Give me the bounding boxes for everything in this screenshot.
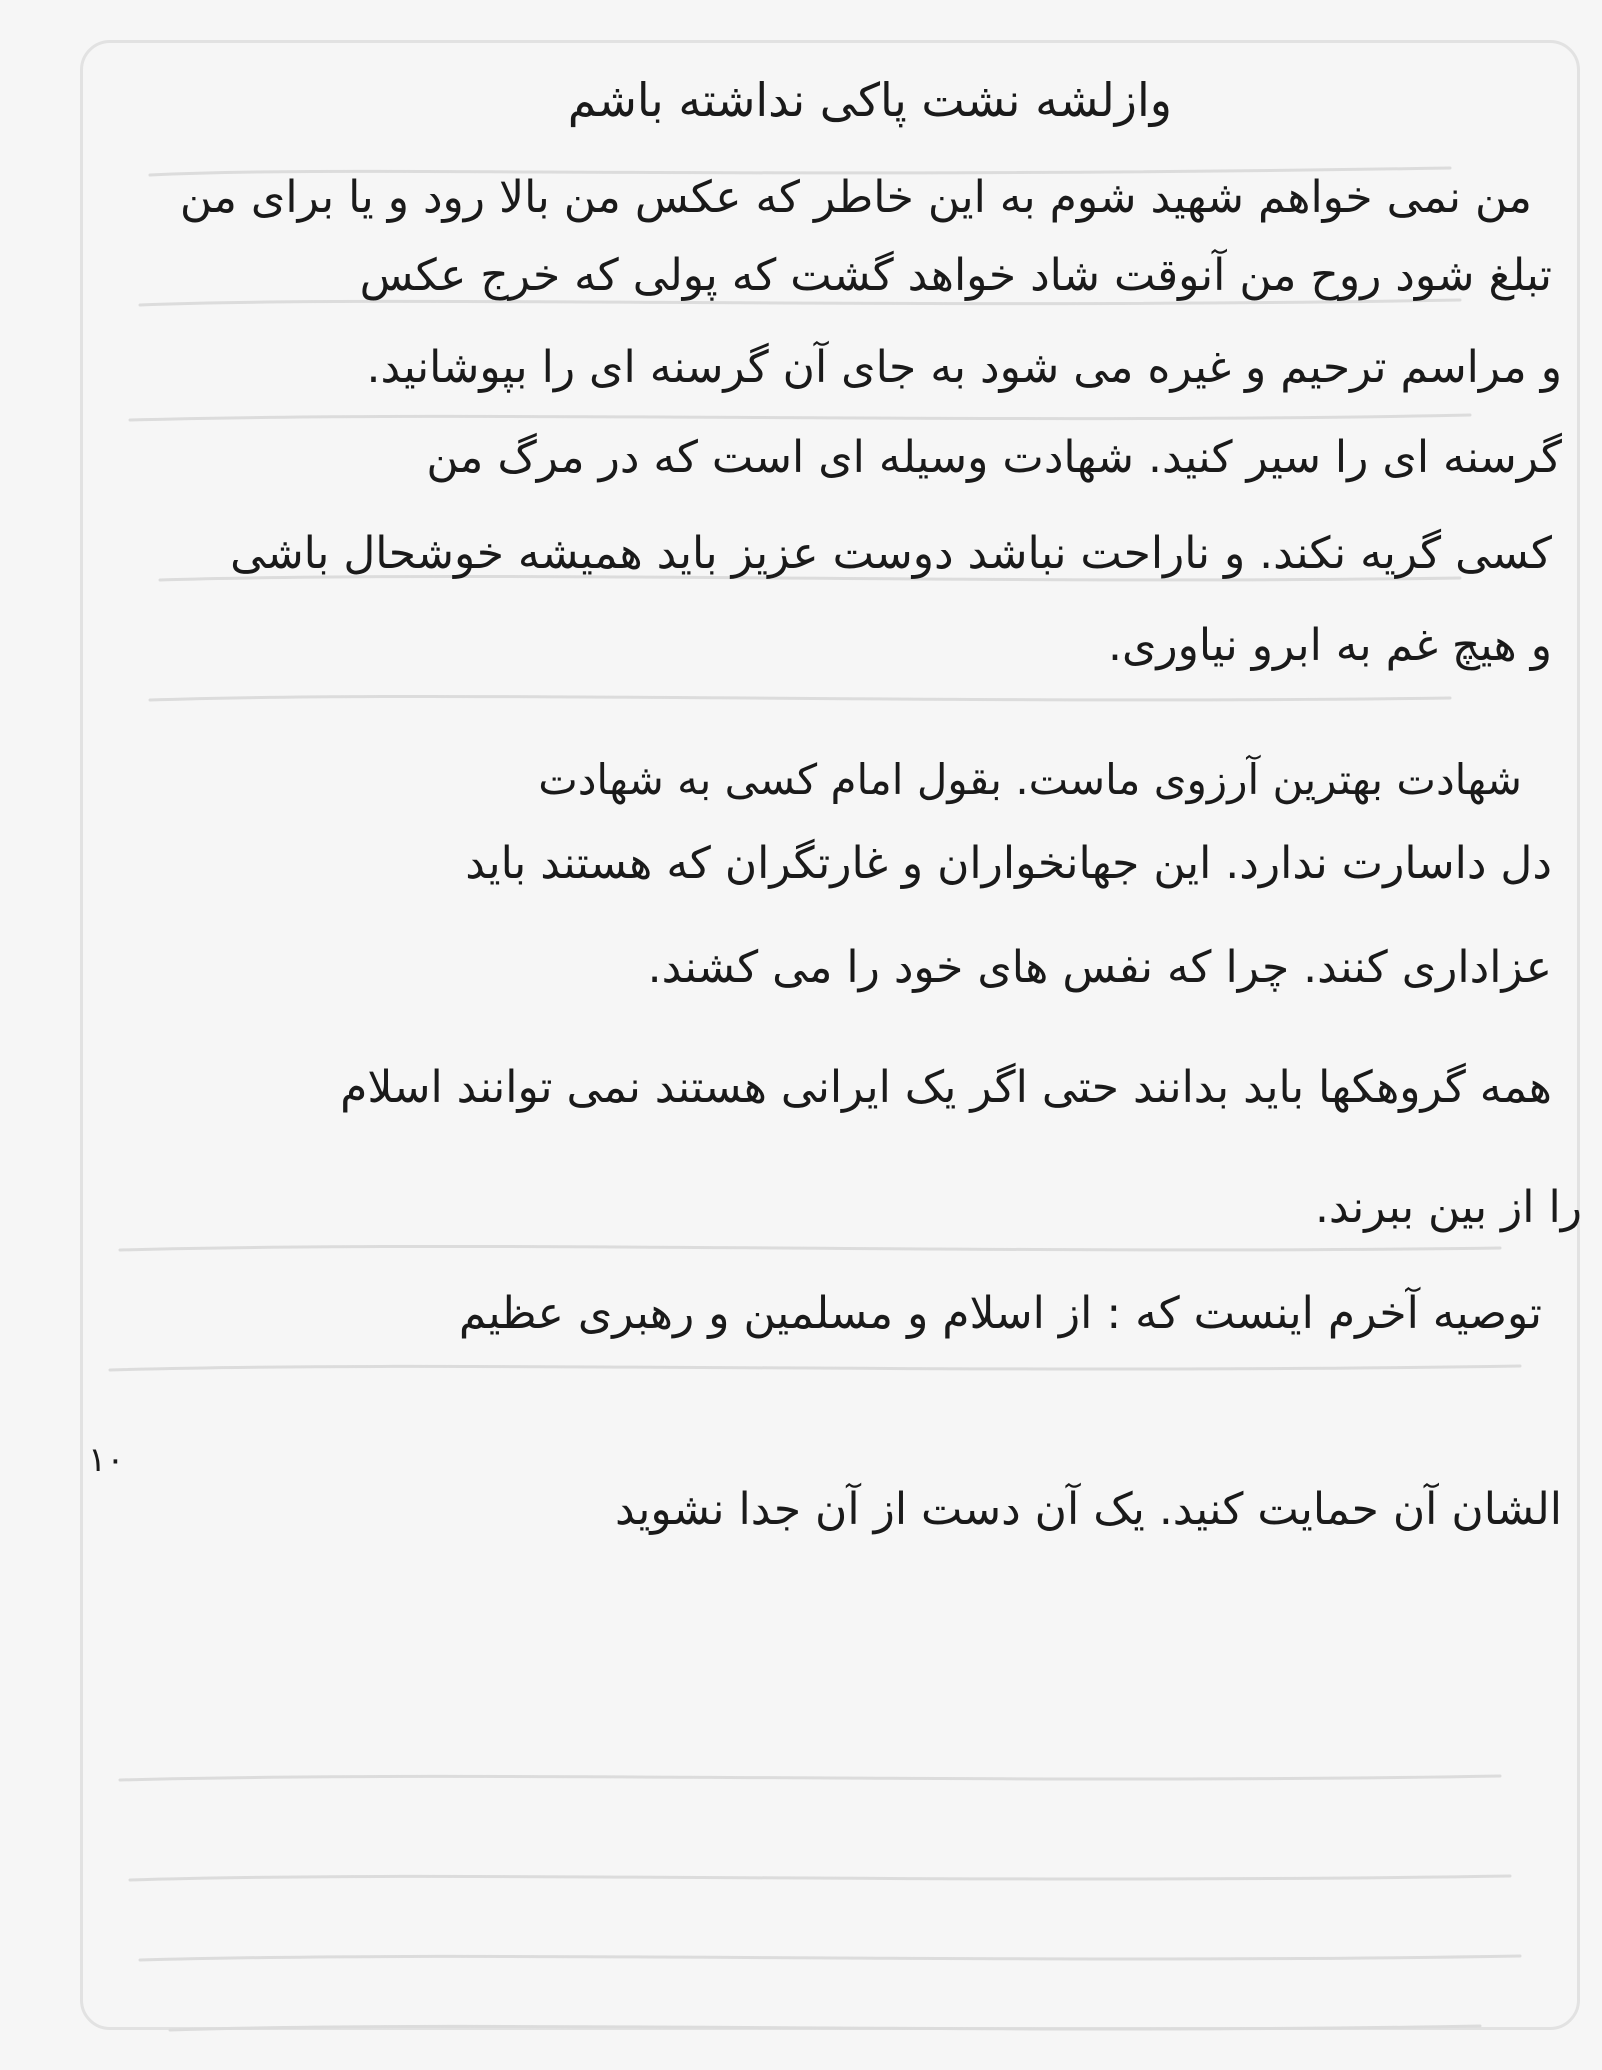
text-line: من نمی خواهم شهید شوم به این خاطر که عکس من بالا رود و یا برای من — [179, 172, 1532, 223]
text-line: شهادت بهترین آرزوی ماست. بقول امام کسی به شهادت — [538, 755, 1522, 804]
text-line: عزاداری کنند. چرا که نفس های خود را می کشند. — [647, 942, 1552, 993]
text-line: تبلغ شود روح من آنوقت شاد خواهد گشت که پولی که خرج عکس — [359, 250, 1552, 301]
text-line: همه گروهکها باید بدانند حتی اگر یک ایرانی هستند نمی توانند اسلام — [340, 1062, 1552, 1113]
text-line: را از بین ببرند. — [1314, 1182, 1582, 1233]
page-number: ۱۰ — [88, 1440, 125, 1480]
text-line: کسی گریه نکند. و ناراحت نباشد دوست عزیز باید همیشه خوشحال باشی — [230, 528, 1552, 579]
text-line: توصیه آخرم اینست که : از اسلام و مسلمین و رهبری عظیم — [458, 1288, 1542, 1339]
text-line: الشان آن حمایت کنید. یک آن دست از آن جدا نشوید — [614, 1484, 1562, 1535]
text-line: و هیچ غم به ابرو نیاوری. — [1107, 620, 1552, 671]
text-line: دل داسارت ندارد. این جهانخواران و غارتگران که هستند باید — [465, 838, 1552, 889]
text-line: و مراسم ترحیم و غیره می شود به جای آن گرسنه ای را بپوشانید. — [366, 342, 1562, 393]
text-line: گرسنه ای را سیر کنید. شهادت وسیله ای است که در مرگ من — [426, 432, 1562, 483]
header-line: وازلشه نشت پاکی نداشته باشم — [567, 73, 1172, 127]
